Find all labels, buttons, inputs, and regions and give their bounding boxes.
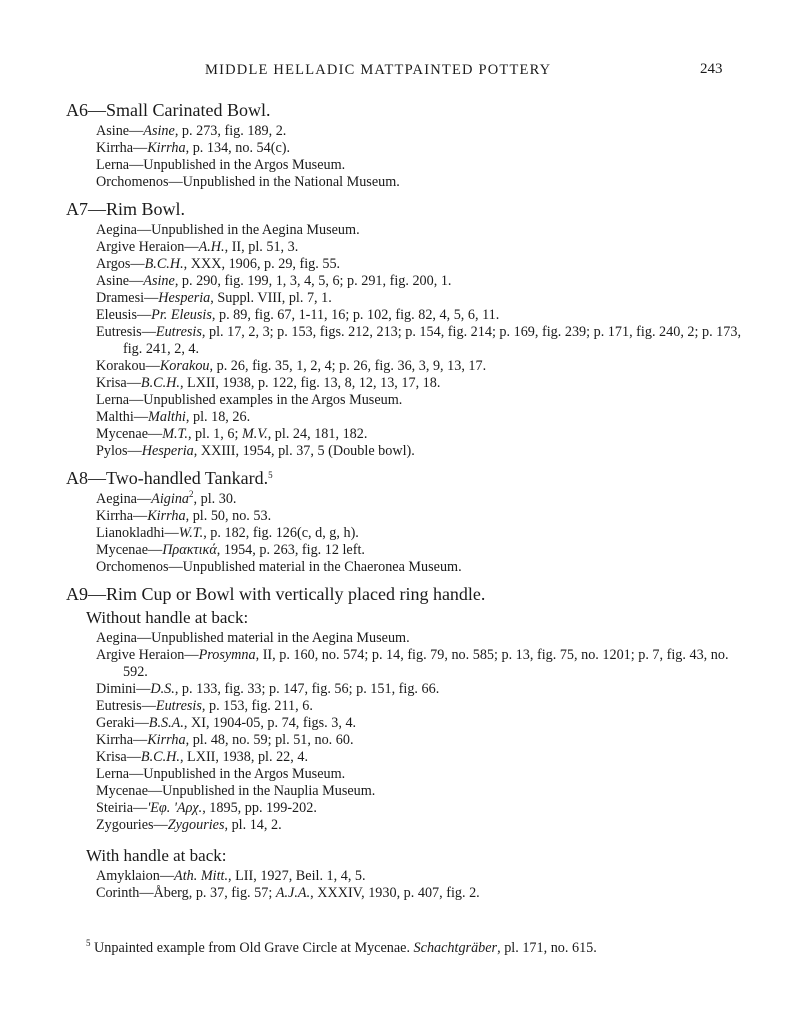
citation-title: Πρακτικά [162,542,217,558]
site-entry [96,358,746,375]
site-entry [96,800,746,817]
entry-text: Steiria— [96,800,148,816]
site-entry [96,392,746,409]
catalogue-section [66,198,746,460]
citation-title: Ath. Mitt. [174,868,229,884]
citation-title: Zygouries [167,817,225,833]
citation-title: D.S. [150,681,175,697]
entry-text: Argive Heraion— [96,239,199,255]
entry-text: , p. 26, fig. 35, 1, 2, 4; p. 26, fig. 36, 3, 9, 13, 17. [209,358,487,374]
entry-text: Asine— [96,123,144,139]
entry-text: Kirrha— [96,140,148,156]
citation-title: Schachtgräber [413,940,498,956]
entry-text: Argos— [96,256,145,272]
catalogue-section [66,467,746,576]
site-entry [96,647,746,681]
site-entry [96,222,746,239]
page-number: 243 [700,61,723,77]
entry-text: , pl. 30. [193,491,237,507]
site-entry [96,324,746,358]
citation-title: B.C.H. [144,256,184,272]
footnote-ref: 5 [268,470,273,480]
site-entry [96,409,746,426]
entry-text: Lerna—Unpublished in the Argos Museum. [96,157,346,173]
citation-title: Eutresis [155,698,202,714]
entry-text: Aegina— [96,491,152,507]
citation-title: Kirrha [147,508,186,524]
entry-text: Amyklaion— [96,868,175,884]
site-entry [96,157,746,174]
citation-title: Korakou [159,358,210,374]
site-entry [96,885,746,902]
section-heading-text: A6—Small Carinated Bowl. [66,100,271,120]
entry-text: Mycenae— [96,426,163,442]
entry-text: Unpainted example from Old Grave Circle at Mycenae. [90,940,414,956]
citation-title: Asine [143,123,175,139]
entry-text: Asine— [96,273,144,289]
entry-text: Krisa— [96,749,141,765]
entry-text: , 1895, pp. 199-202. [202,800,317,816]
entry-text: , II, pl. 51, 3. [224,239,299,255]
entry-text: , pl. 171, no. 615. [497,940,597,956]
entry-text: , Suppl. VIII, pl. 7, 1. [210,290,332,306]
entry-text: Aegina—Unpublished in the Aegina Museum. [96,222,360,238]
entry-text: , XXIII, 1954, pl. 37, 5 (Double bowl). [193,443,415,459]
site-entry [96,307,746,324]
section-heading [66,99,746,121]
site-entry [96,525,746,542]
entry-text: Zygouries— [96,817,168,833]
citation-title: B.C.H. [140,375,180,391]
citation-title: Malthi [148,409,186,425]
entry-text: , pl. 1, 6; [187,426,242,442]
citation-title: Eutresis [155,324,202,340]
entry-text: , p. 89, fig. 67, 1-11, 16; p. 102, fig. 82, 4, 5, 6, 11. [211,307,500,323]
entry-text: Kirrha— [96,508,148,524]
section-heading [66,467,746,489]
site-entry [96,817,746,834]
entry-text: , pl. 24, 181, 182. [267,426,368,442]
citation-title: B.C.H. [140,749,180,765]
entry-text: , XXX, 1906, p. 29, fig. 55. [183,256,341,272]
site-entry [96,123,746,140]
section-heading [66,583,746,605]
entry-text: , XI, 1904-05, p. 74, figs. 3, 4. [183,715,357,731]
section-heading [66,198,746,220]
entry-text: , p. 134, no. 54(c). [185,140,291,156]
footnote [86,940,746,957]
citation-title: Kirrha [147,140,186,156]
entry-text: Korakou— [96,358,160,374]
entry-text: , LII, 1927, Beil. 1, 4, 5. [228,868,366,884]
entry-text: Eutresis— [96,324,156,340]
entry-text: , p. 182, fig. 126(c, d, g, h). [203,525,359,541]
citation-title: A.H. [198,239,225,255]
citation-title: Hesperia [141,443,194,459]
entry-text: , pl. 48, no. 59; pl. 51, no. 60. [185,732,354,748]
site-entry [96,868,746,885]
citation-title: B.S.A. [148,715,184,731]
entry-text: Aegina—Unpublished material in the Aegina Museum. [96,630,410,646]
citation-title: Hesperia [158,290,211,306]
site-entry [96,749,746,766]
catalogue-body [66,99,746,909]
entry-text: , LXII, 1938, p. 122, fig. 13, 8, 12, 13, 17, 18. [179,375,441,391]
entry-text: Dramesi— [96,290,159,306]
entry-text: , pl. 18, 26. [185,409,251,425]
entry-text: , pl. 17, 2, 3; p. 153, figs. 212, 213; p. 154, fig. 214; p. 169, fig. 239; p. 171, fig. 240, 2; p. 173, fig. 241, 2, 4. [123,324,742,357]
citation-title: Prosymna [198,647,256,663]
site-entry [96,715,746,732]
entry-text: , p. 273, fig. 189, 2. [174,123,287,139]
catalogue-section [66,583,746,902]
site-entry [96,698,746,715]
site-entry [96,140,746,157]
entry-text: Orchomenos—Unpublished in the National Museum. [96,174,400,190]
entry-text: Geraki— [96,715,149,731]
entry-text: Lianokladhi— [96,525,179,541]
site-entry [96,491,746,508]
entry-text: , p. 133, fig. 33; p. 147, fig. 56; p. 151, fig. 66. [174,681,440,697]
entry-text: , pl. 50, no. 53. [185,508,272,524]
citation-title: M.T. [162,426,188,442]
citation-title: Kirrha [147,732,186,748]
site-entry [96,239,746,256]
site-entry [96,542,746,559]
site-entry [96,375,746,392]
site-entry [96,681,746,698]
section-heading-text: A8—Two-handled Tankard. [66,468,269,488]
site-entry [96,290,746,307]
site-entry [96,256,746,273]
site-entry [96,426,746,443]
subsection-heading: With handle at back: [86,846,227,865]
entry-text: Eleusis— [96,307,152,323]
site-entry [96,732,746,749]
entry-text: , LXII, 1938, pl. 22, 4. [179,749,309,765]
entry-text: Argive Heraion— [96,647,199,663]
entry-text: , p. 153, fig. 211, 6. [201,698,313,714]
section-heading-text: A7—Rim Bowl. [66,199,186,219]
site-entry [96,508,746,525]
site-entry [96,766,746,783]
entry-text: Lerna—Unpublished examples in the Argos Museum. [96,392,403,408]
entry-text: , II, p. 160, no. 574; p. 14, fig. 79, no. 585; p. 13, fig. 75, no. 1201; p. 7, fig. 43, no. 592. [123,647,729,680]
citation-title: 'Εφ. 'Αρχ. [147,800,203,816]
running-title: MIDDLE HELLADIC MATTPAINTED POTTERY [205,62,552,78]
entry-text: , XXXIV, 1930, p. 407, fig. 2. [310,885,480,901]
entry-text: Dimini— [96,681,151,697]
entry-text: Mycenae—Unpublished in the Nauplia Museum. [96,783,376,799]
section-heading-text: A9—Rim Cup or Bowl with vertically placed ring handle. [66,584,486,604]
entry-text: Mycenae— [96,542,163,558]
citation-title: W.T. [178,525,204,541]
catalogue-section [66,99,746,191]
citation-title: Pr. Eleusis [151,307,212,323]
footnote-ref: 5 [86,938,91,948]
entry-text: , 1954, p. 263, fig. 12 left. [216,542,365,558]
site-entry [96,630,746,647]
entry-text: Pylos— [96,443,142,459]
entry-text: Krisa— [96,375,141,391]
site-entry [96,783,746,800]
entry-text: Malthi— [96,409,149,425]
entry-text: Corinth—Åberg, p. 37, fig. 57; [96,885,276,901]
entry-text: Eutresis— [96,698,156,714]
entry-text: Orchomenos—Unpublished material in the Chaeronea Museum. [96,559,462,575]
citation-title: A.J.A. [275,885,311,901]
citation-title: Asine [143,273,175,289]
site-entry [96,174,746,191]
site-entry [96,559,746,576]
spacer [66,834,746,844]
entry-text: , pl. 14, 2. [224,817,282,833]
entry-text: Lerna—Unpublished in the Argos Museum. [96,766,346,782]
citation-title: M.V. [241,426,268,442]
entry-text: , p. 290, fig. 199, 1, 3, 4, 5, 6; p. 291, fig. 200, 1. [174,273,452,289]
site-entry [96,443,746,460]
entry-text: Kirrha— [96,732,148,748]
footnote-ref: 2 [189,489,194,499]
subsection-heading: Without handle at back: [86,608,249,627]
citation-title: Aigina [151,491,190,507]
site-entry [96,273,746,290]
